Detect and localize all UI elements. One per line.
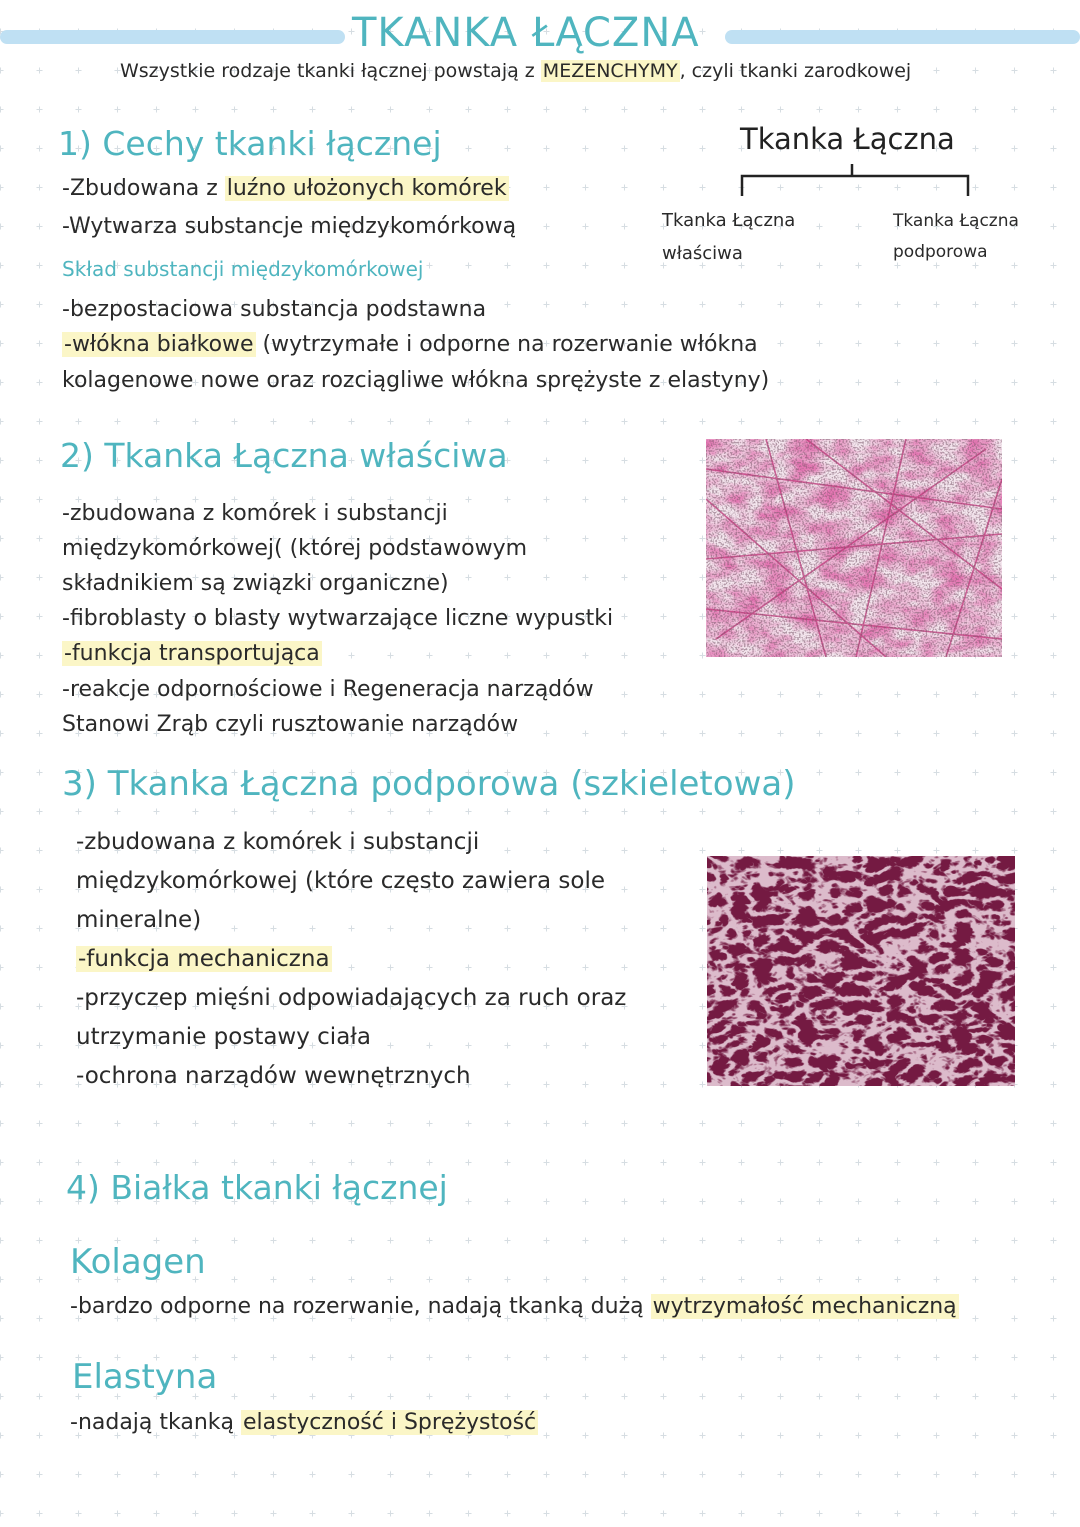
diagram-bracket — [735, 160, 975, 200]
section3-line2: międzykomórkowej (które często zawiera sole — [76, 868, 605, 894]
section3-line4 — [76, 946, 332, 972]
section1-line5: kolagenowe nowe oraz rozciągliwe włókna sprężyste z elastyny) — [62, 368, 770, 393]
section3-heading: 3) Tkanka Łączna podporowa (szkieletowa) — [62, 764, 796, 804]
diagram-root: Tkanka Łączna — [740, 122, 955, 156]
section2-line1: -zbudowana z komórek i substancji — [62, 501, 448, 526]
section1-subheading: Skład substancji międzykomórkowej — [62, 257, 424, 281]
elastyna-line-highlight: elastyczność i Sprężystość — [243, 1410, 537, 1435]
micrograph-loose-connective-tissue — [706, 439, 1002, 657]
section4-heading: 4) Białka tkanki łącznej — [66, 1168, 448, 1207]
page-subtitle — [120, 60, 911, 82]
section1-heading: 1) Cechy tkanki łącznej — [58, 124, 442, 163]
section1-line3: -bezpostaciowa substancja podstawna — [62, 297, 487, 322]
section1-line4-post: (wytrzymałe i odporne na rozerwanie włókna — [255, 332, 758, 357]
section2-heading: 2) Tkanka Łączna właściwa — [60, 436, 508, 475]
section2-line3: składnikiem są związki organiczne) — [62, 571, 449, 596]
kolagen-line-pre: -bardzo odporne na rozerwanie, nadają tkanką dużą — [70, 1294, 651, 1319]
kolagen-heading: Kolagen — [70, 1242, 206, 1282]
section1-line1-highlight: luźno ułożonych komórek — [226, 176, 507, 201]
section3-line6: utrzymanie postawy ciała — [76, 1024, 371, 1050]
section1-line4 — [62, 327, 758, 362]
section2-line2: międzykomórkowej( (której podstawowym — [62, 536, 528, 561]
elastyna-line — [70, 1410, 538, 1435]
diagram-right-line1: Tkanka Łączna — [893, 211, 1019, 231]
section3-line4-highlight: -funkcja mechaniczna — [78, 946, 330, 972]
kolagen-line — [70, 1294, 959, 1319]
section1-line1-pre: -Zbudowana z — [62, 176, 225, 201]
section1-line1 — [62, 171, 509, 206]
subtitle-post: , czyli tkanki zarodkowej — [679, 60, 912, 82]
diagram-left-line1: Tkanka Łączna — [662, 210, 796, 231]
title-bar-left — [0, 30, 345, 44]
page-title: TKANKA ŁĄCZNA — [352, 10, 700, 56]
section3-line1: -zbudowana z komórek i substancji — [76, 829, 480, 855]
section2-line5 — [62, 636, 322, 671]
section3-line5: -przyczep mięśni odpowiadających za ruch oraz — [76, 985, 627, 1011]
section3-line3: mineralne) — [76, 907, 202, 933]
subtitle-pre: Wszystkie rodzaje tkanki łącznej powstają z — [120, 60, 541, 82]
section1-line4-highlight: -włókna białkowe — [64, 332, 254, 357]
section2-line4: -fibroblasty o blasty wytwarzające liczne wypustki — [62, 606, 614, 631]
section2-line5-highlight: -funkcja transportująca — [64, 641, 320, 666]
diagram-right-line2: podporowa — [893, 242, 988, 262]
elastyna-heading: Elastyna — [72, 1357, 218, 1397]
elastyna-line-pre: -nadają tkanką — [70, 1410, 242, 1435]
diagram-left-line2: właściwa — [662, 243, 743, 264]
subtitle-highlight: MEZENCHYMY — [542, 60, 678, 82]
section3-line7: -ochrona narządów wewnętrznych — [76, 1063, 471, 1089]
kolagen-line-highlight: wytrzymałość mechaniczną — [652, 1294, 957, 1319]
section1-line2: -Wytwarza substancje międzykomórkową — [62, 214, 517, 239]
section2-line6: -reakcje odpornościowe i Regeneracja narządów — [62, 677, 594, 702]
title-bar-right — [725, 30, 1080, 44]
micrograph-cartilage — [707, 856, 1015, 1086]
section2-line7: Stanowi Zrąb czyli rusztowanie narządów — [62, 712, 519, 737]
